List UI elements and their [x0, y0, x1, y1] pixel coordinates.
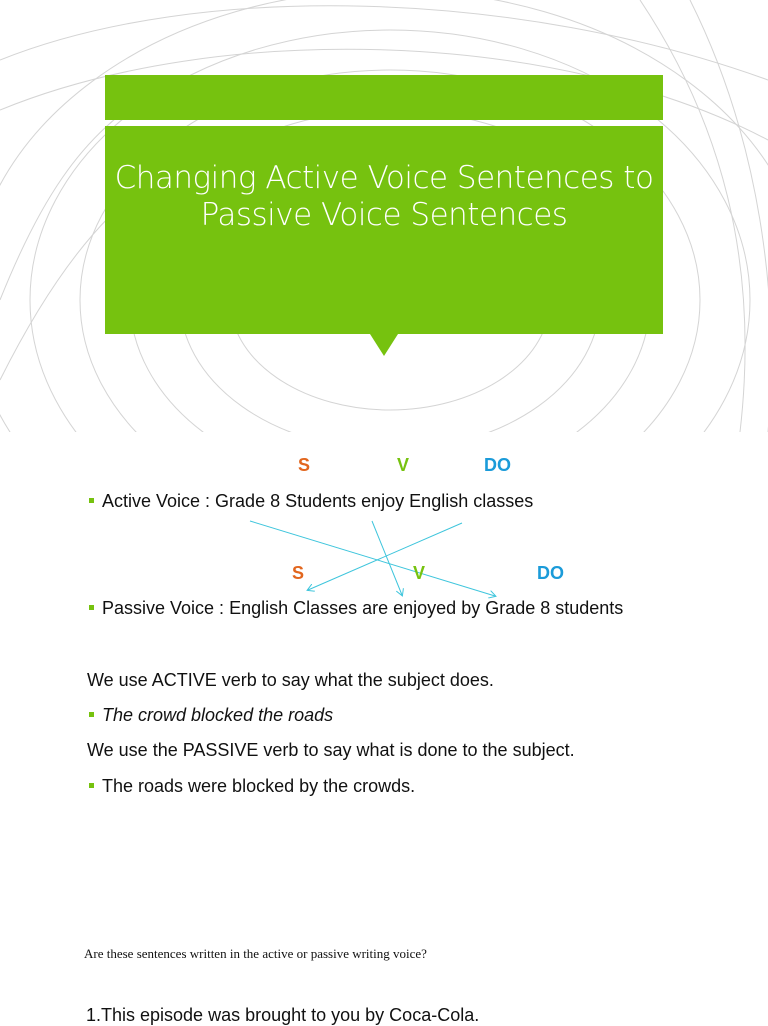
passive-subject-label: S: [292, 563, 305, 583]
passive-voice-sentence: Passive Voice : English Classes are enjoyed by Grade 8 students: [102, 598, 624, 618]
arrow-subject-to-end: [250, 521, 495, 596]
exercise-question: Are these sentences written in the active or passive writing voice?: [84, 946, 427, 961]
arrow-object-to-start: [308, 523, 462, 590]
slide-title-line-1: Changing Active Voice Sentences to: [114, 160, 654, 196]
active-voice-sentence: Active Voice : Grade 8 Students enjoy English classes: [102, 491, 534, 511]
slide-title-line-2: Passive Voice Sentences: [200, 197, 568, 233]
active-rule-text: We use ACTIVE verb to say what the subject does.: [87, 670, 494, 690]
passive-example-text: The roads were blocked by the crowds.: [102, 776, 416, 796]
exercise-item-1: 1.This episode was brought to you by Coca-Cola.: [86, 1005, 480, 1025]
bullet-icon: [89, 783, 94, 788]
active-direct-object-label: DO: [484, 455, 511, 475]
passive-rule-text: We use the PASSIVE verb to say what is done to the subject.: [87, 740, 575, 760]
bullet-icon: [89, 712, 94, 717]
passive-verb-label: V: [413, 563, 426, 583]
arrow-verb-to-verb: [372, 521, 402, 595]
passive-direct-object-label: DO: [537, 563, 564, 583]
active-verb-label: V: [397, 455, 410, 475]
bullet-icon: [89, 605, 94, 610]
active-example-text: The crowd blocked the roads: [102, 705, 334, 725]
active-subject-label: S: [298, 455, 311, 475]
